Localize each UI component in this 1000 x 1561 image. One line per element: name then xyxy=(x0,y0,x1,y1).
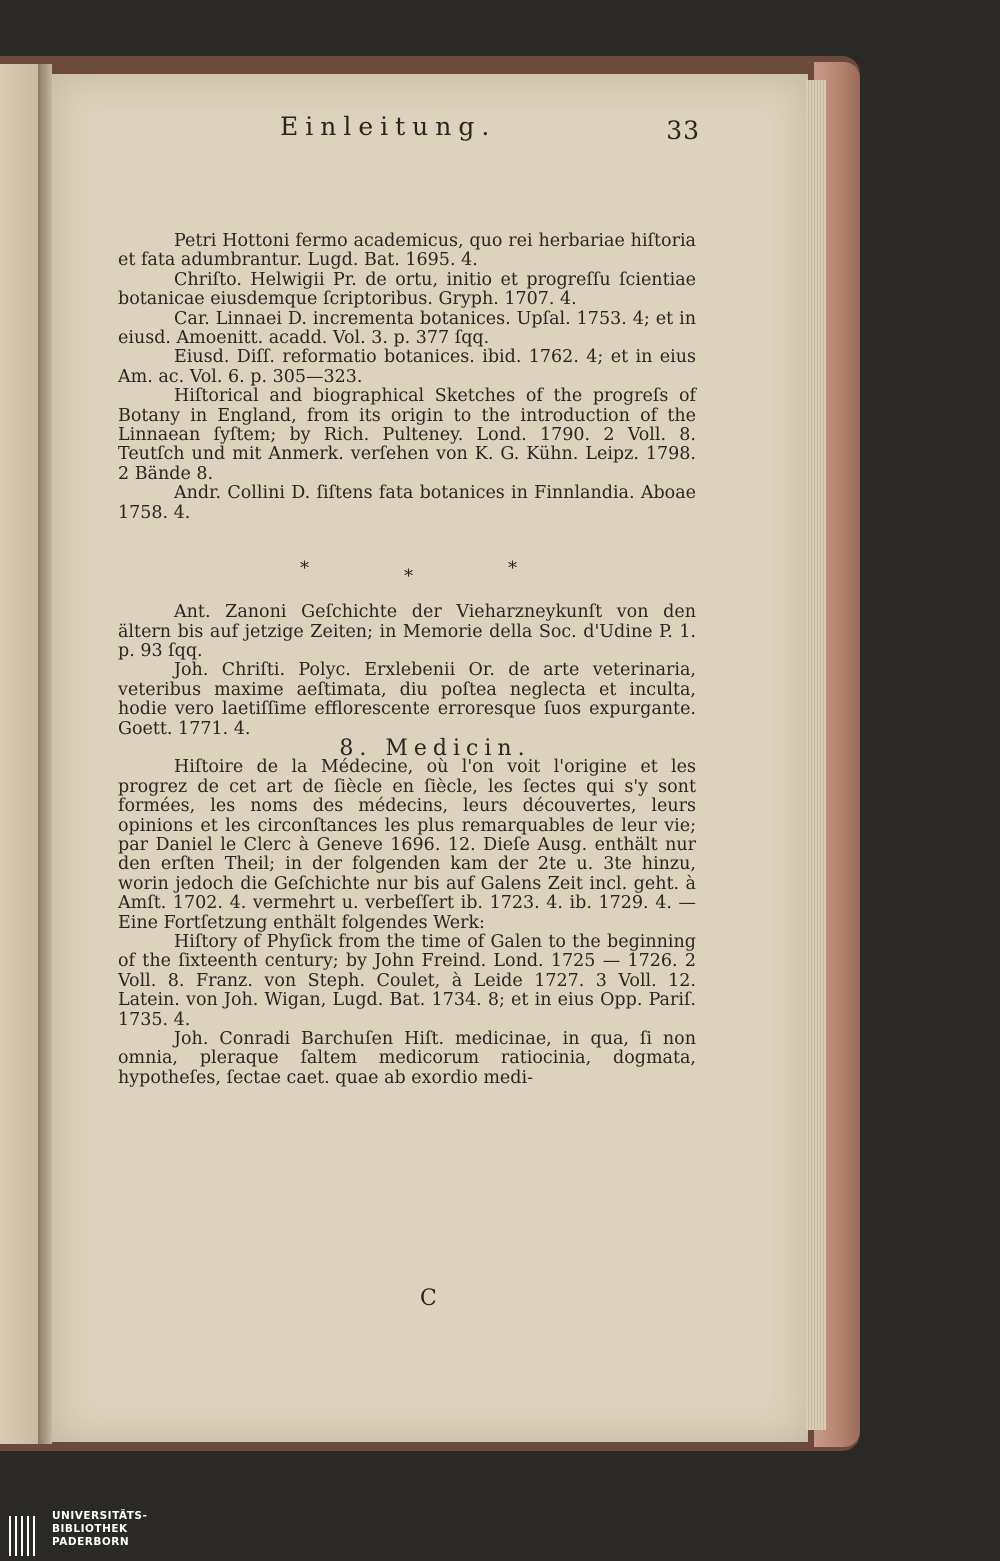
running-header xyxy=(230,112,700,152)
asterisk: * xyxy=(404,566,413,588)
paragraph: Joh. Chriſti. Polyc. Erxlebenii Or. de arte veterinaria, veteribus maxime aeſtimata, diu poſtea neglecta et inculta, hodie vero laetiſſime efflorescente erroresque ſuos expurgante. Goett. 1771. 4. xyxy=(118,660,696,739)
paragraph: Hiſtorical and biographical Sketches of the progreſs of Botany in England, from its origin to the introduction of the Linnaean ſyſtem; by Rich. Pulteney. Lond. 1790. 2 Voll. 8. Teutſch und mit Anmerk. verſehen von K. G. Kühn. Leipz. 1798. 2 Bände 8. xyxy=(118,386,696,484)
section-divider xyxy=(118,558,696,588)
paragraph: Hiſtoire de la Médecine, où l'on voit l'origine et les progrez de cet art de ſiècle en ſiècle, les ſectes qui s'y sont formées, les noms des médecins, leurs découvertes, leurs opinions et les circonſtances les plus remarquables de leur vie; par Daniel le Clerc à Geneve 1696. 12. Dieſe Ausg. enthält nur den erſten Theil; in der folgenden kam der 2te u. 3te hinzu, worin jedoch die Geſchichte nur bis auf Galens Zeit incl. geht. à Amſt. 1702. 4. vermehrt u. verbeſſert ib. 1723. 4. ib. 1729. 4. — Eine Fortſetzung enthält folgendes Werk: xyxy=(118,757,696,933)
logo-line: PADERBORN xyxy=(52,1536,130,1548)
page-edges xyxy=(806,80,826,1430)
book-gutter xyxy=(38,64,52,1444)
facing-page xyxy=(0,64,38,1444)
page-body xyxy=(118,232,696,1088)
paragraph: Car. Linnaei D. incrementa botanices. Upſal. 1753. 4; et in eiusd. Amoenitt. acadd. Vol. 3. p. 377 ſqq. xyxy=(118,308,696,349)
logo-line: BIBLIOTHEK xyxy=(52,1523,128,1535)
paragraph: Hiſtory of Phyſick from the time of Galen to the beginning of the ſixteenth century; by John Freind. Lond. 1725 — 1726. 2 Voll. 8. Franz. von Steph. Coulet, à Leide 1727. 3 Voll. 12. Latein. von Joh. Wigan, Lugd. Bat. 1734. 8; et in eius Opp. Pariſ. 1735. 4. xyxy=(118,932,696,1030)
paragraph: Andr. Collini D. ſiſtens fata botanices in Finnlandia. Aboae 1758. 4. xyxy=(118,483,696,523)
logo-line: UNIVERSITÄTS- xyxy=(52,1510,148,1522)
asterisk: * xyxy=(508,558,517,580)
paragraph: Joh. Conradi Barchuſen Hiſt. medicinae, in qua, ſi non omnia, pleraque ſaltem medicorum ratiocinia, dogmata, hypotheſes, ſectae caet. quae ab exordio medi- xyxy=(118,1029,696,1088)
page-number: 33 xyxy=(666,116,700,145)
library-logo xyxy=(0,1504,200,1561)
asterisk: * xyxy=(300,558,309,580)
section-heading: 8. Medicin. xyxy=(339,735,531,761)
paragraph: Ant. Zanoni Geſchichte der Vieharzneykunſt von den ältern bis auf jetzige Zeiten; in Memorie della Soc. d'Udine P. 1. p. 93 ſqq. xyxy=(118,602,696,661)
running-title: Einleitung. xyxy=(280,112,497,141)
signature-mark: C xyxy=(420,1286,437,1311)
paragraph: Eiusd. Diſſ. reformatio botanices. ibid. 1762. 4; et in eius Am. ac. Vol. 6. p. 305—323. xyxy=(118,347,696,387)
library-logo-icon xyxy=(6,1512,40,1560)
paragraph: Chriſto. Helwigii Pr. de ortu, initio et progreſſu ſcientiae botanicae eiusdemque ſcriptoribus. Gryph. 1707. 4. xyxy=(118,269,696,310)
paragraph: Petri Hottoni fermo academicus, quo rei herbariae hiſtoria et fata adumbrantur. Lugd. Bat. 1695. 4. xyxy=(118,231,696,271)
